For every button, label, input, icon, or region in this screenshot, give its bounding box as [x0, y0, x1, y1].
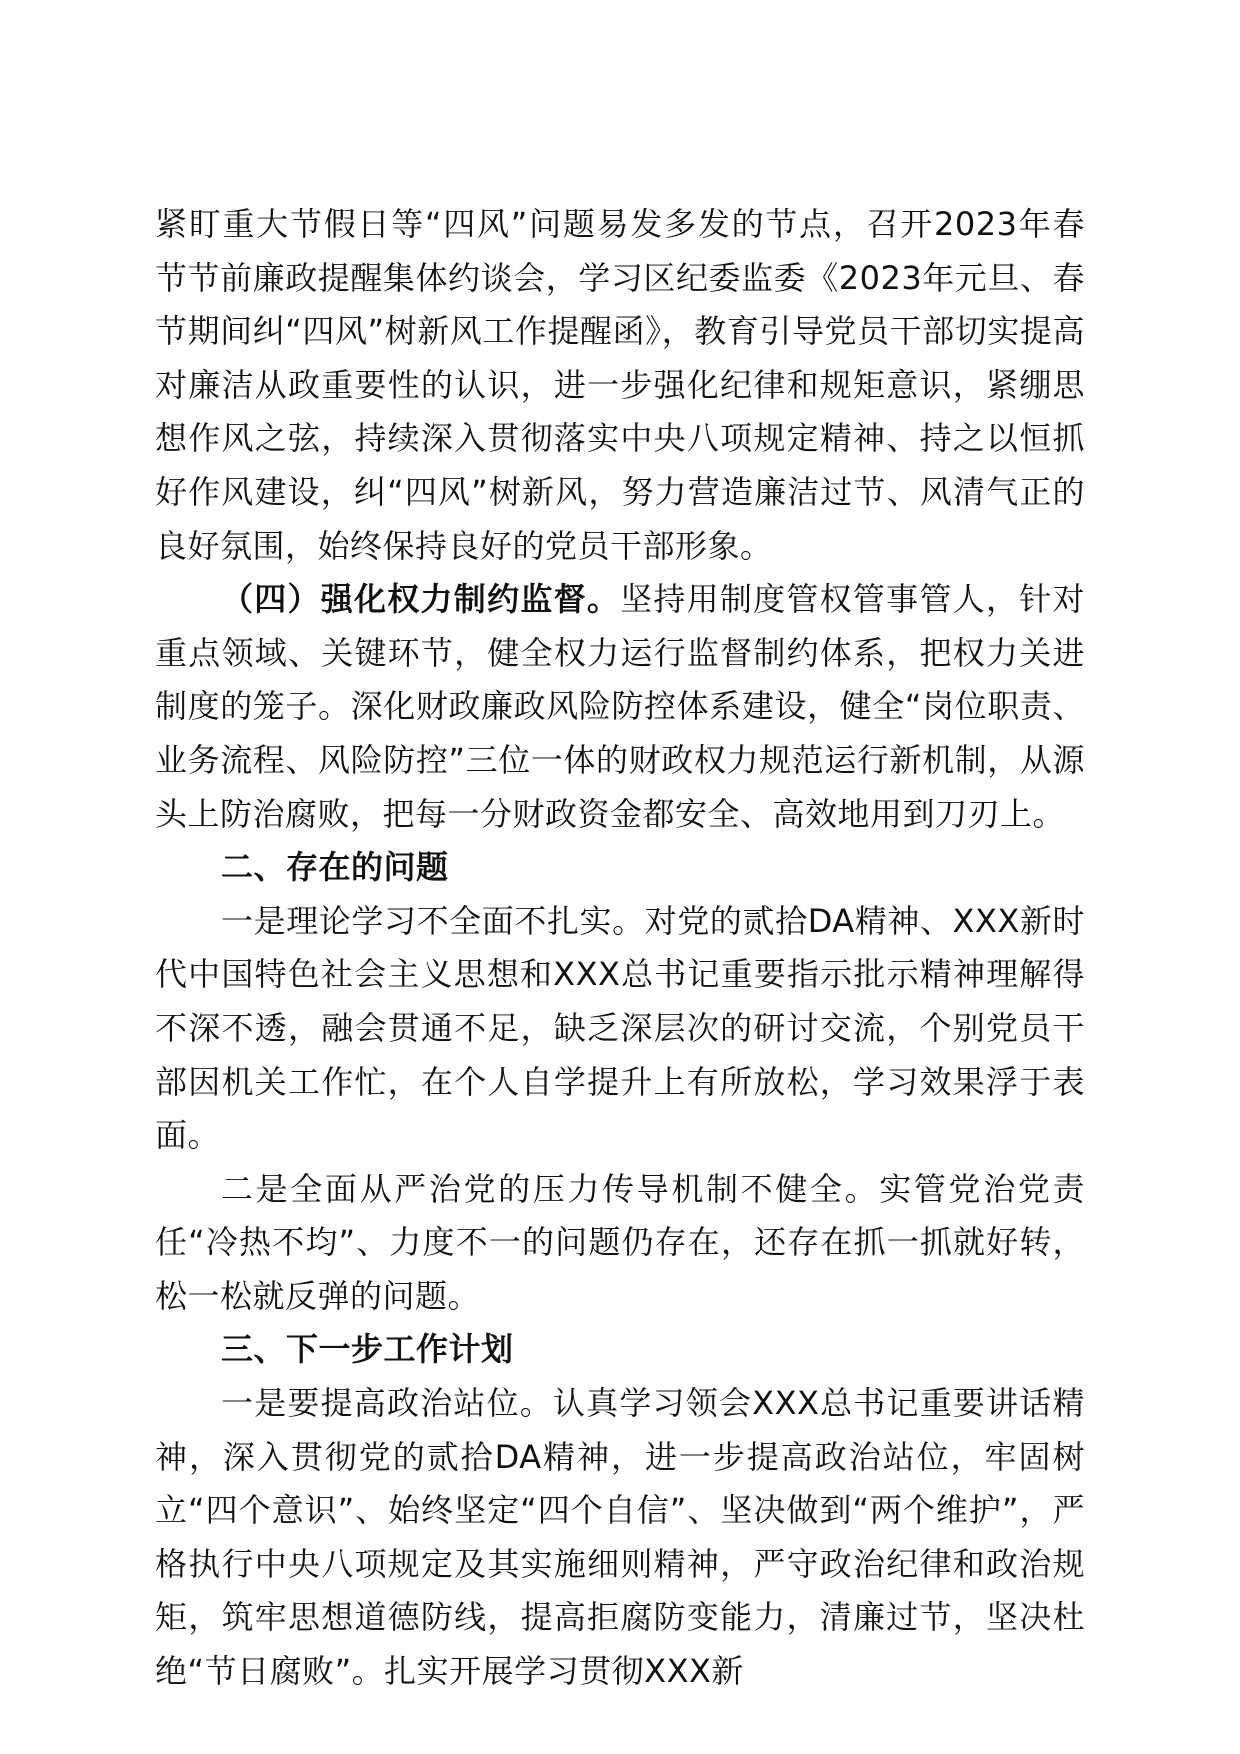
paragraph-problem-theory: 一是理论学习不全面不扎实。对党的贰拾DA精神、XXX新时代中国特色社会主义思想和XXX总书记重要指示批示精神理解得不深不透，融会贯通不足，缺乏深层次的研讨交流，个别党员干部因机关工作忙，在个人自学提升上有所放松，学习效果浮于表面。 — [155, 901, 1085, 1155]
section-heading-problems: 二、存在的问题 — [221, 848, 449, 887]
paragraph-body-text: 坚持用制度管权管事管人，针对重点领域、关键环节，健全权力运行监督制约体系，把权力关进制度的笼子。深化财政廉政风险防控体系建设，健全“岗位职责、业务流程、风险防控”三位一体的财政权力规范运行新机制，从源头上防治腐败，把每一分财政资金都安全、高效地用到刀刃上。 — [155, 580, 1085, 833]
paragraph-plan-political-stance: 一是要提高政治站位。认真学习领会XXX总书记重要讲话精神，深入贯彻党的贰拾DA精神，进一步提高政治站位，牢固树立“四个意识”、始终坚定“四个自信”、坚决做到“两个维护”，严格执行中央八项规定及其实施细则精神，严守政治纪律和政治规矩，筑牢思想道德防线，提高拒腐防变能力，清廉过节，坚决杜绝“节日腐败”。扎实开展学习贯彻XXX新 — [155, 1384, 1085, 1691]
paragraph-lead-heading: （四）强化权力制约监督。 — [221, 580, 621, 619]
document-body — [155, 198, 1085, 1699]
paragraph-festival-supervision: 紧盯重大节假日等“四风”问题易发多发的节点，召开2023年春节节前廉政提醒集体约谈会，学习区纪委监委《2023年元旦、春节期间纠“四风”树新风工作提醒函》，教育引导党员干部切实提高对廉洁从政重要性的认识，进一步强化纪律和规矩意识，紧绷思想作风之弦，持续深入贯彻落实中央八项规定精神、持之以恒抓好作风建设，纠“四风”树新风，努力营造廉洁过节、风清气正的良好氛围，始终保持良好的党员干部形象。 — [155, 205, 1085, 565]
section-heading-next-steps: 三、下一步工作计划 — [221, 1330, 514, 1369]
paragraph-power-supervision — [155, 573, 1085, 841]
paragraph-problem-pressure: 二是全面从严治党的压力传导机制不健全。实管党治党责任“冷热不均”、力度不一的问题仍存在，还存在抓一抓就好转，松一松就反弹的问题。 — [155, 1169, 1085, 1315]
